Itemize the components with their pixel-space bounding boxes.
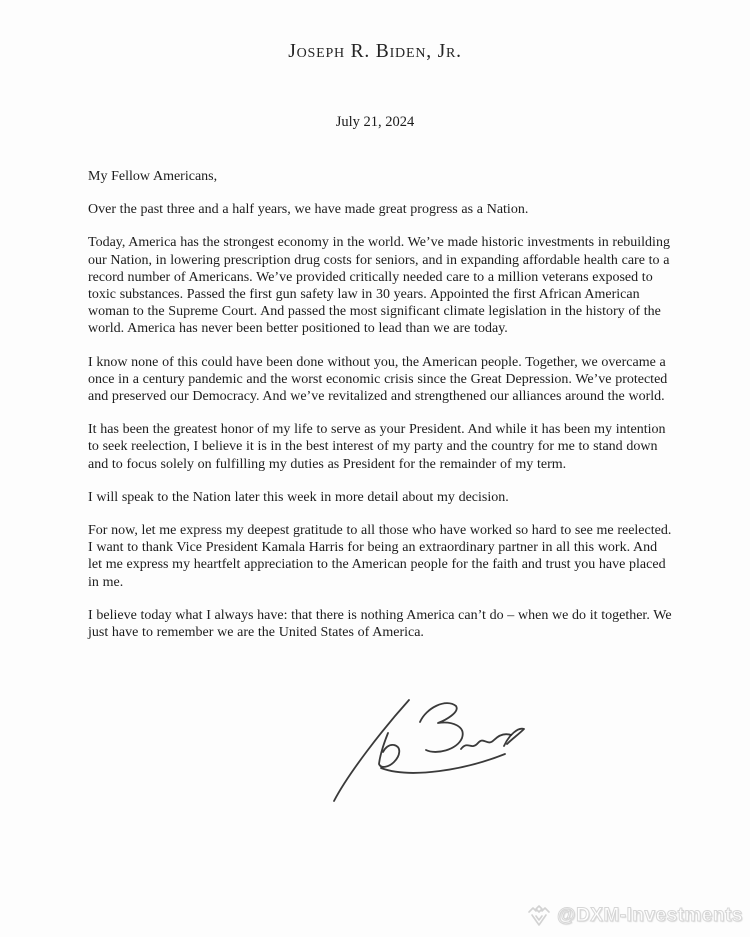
watermark-handle: @DXM-Investments xyxy=(557,905,743,926)
letter-body xyxy=(88,168,672,657)
letter-paragraph: For now, let me express my deepest gratitude to all those who have worked so hard to see me reelected. I want to thank Vice President Kamala Harris for being an extraordinary partner in all this work. And let me express my heartfelt appreciation to the American people for the faith and trust you have placed in me. xyxy=(88,523,672,590)
watermark xyxy=(526,903,743,929)
signature-joe-biden xyxy=(290,690,540,805)
letterhead-name: Joseph R. Biden, Jr. xyxy=(288,41,462,62)
letter-paragraph: I will speak to the Nation later this week in more detail about my decision. xyxy=(88,489,509,505)
salutation: My Fellow Americans, xyxy=(88,169,218,184)
signature-ink xyxy=(290,690,540,805)
dxm-logo-icon xyxy=(526,903,552,929)
letter-paragraph: I believe today what I always have: that there is nothing America can’t do – when we do it together. We just have to remember we are the United States of America. xyxy=(88,607,672,641)
letter-paragraph: I know none of this could have been done without you, the American people. Together, we overcame a once in a century pandemic and the worst economic crisis since the Great Depression. We’ve protected and preserved our Democracy. And we’ve revitalized and strengthened our alliances around the world. xyxy=(88,354,668,405)
letter-date: July 21, 2024 xyxy=(335,114,415,130)
letter-paragraph: Today, America has the strongest economy in the world. We’ve made historic investments in rebuilding our Nation, in lowering prescription drug costs for seniors, and in expanding affordable health care to a record number of Americans. We’ve provided critically needed care to a million veterans exposed to toxic substances. Passed the first gun safety law in 30 years. Appointed the first African American woman to the Supreme Court. And passed the most significant climate legislation in the history of the world. America has never been better positioned to lead than we are today. xyxy=(88,235,670,337)
letter-paragraph: Over the past three and a half years, we have made great progress as a Nation. xyxy=(88,202,529,218)
letter-paragraph: It has been the greatest honor of my life to serve as your President. And while it has been my intention to seek reelection, I believe it is in the best interest of my party and the country for me to stand down and to focus solely on fulfilling my duties as President for the remainder of my term. xyxy=(88,422,666,472)
